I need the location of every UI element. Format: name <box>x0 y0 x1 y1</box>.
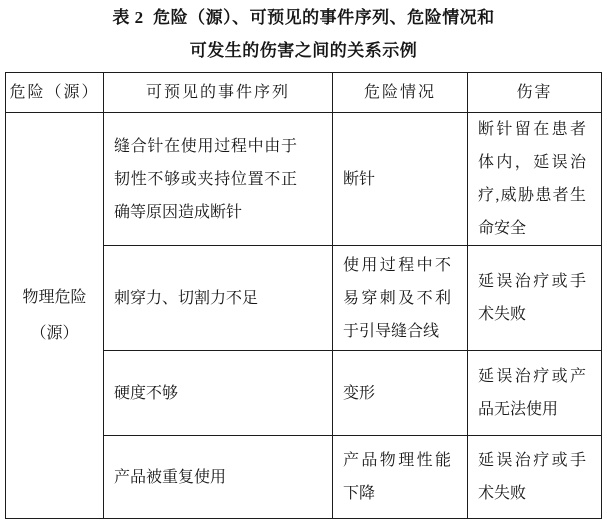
hazardous-situation-cell: 变形 <box>333 351 468 436</box>
hazardous-situation-cell: 使用过程中不易穿刺及不利于引导缝合线 <box>333 246 468 351</box>
harm-cell: 延误治疗或手术失败 <box>468 436 602 519</box>
table-header-row <box>6 73 602 113</box>
event-sequence-cell: 硬度不够 <box>104 351 333 436</box>
hazardous-situation-cell: 断针 <box>333 113 468 246</box>
event-sequence-cell: 刺穿力、切割力不足 <box>104 246 333 351</box>
header-event-sequence: 可预见的事件序列 <box>104 73 333 113</box>
table-title-line-2: 可发生的伤害之间的关系示例 <box>189 41 418 60</box>
event-sequence-cell: 产品被重复使用 <box>104 436 333 519</box>
table-title-line-1: 表 2 危险（源）、可预见的事件序列、危险情况和 <box>112 8 495 27</box>
header-hazardous-situation: 危险情况 <box>333 73 468 113</box>
table-row <box>6 113 602 246</box>
harm-cell: 延误治疗或产品无法使用 <box>468 351 602 436</box>
hazardous-situation-cell: 产品物理性能下降 <box>333 436 468 519</box>
harm-cell: 延误治疗或手术失败 <box>468 246 602 351</box>
harm-cell: 断针留在患者体内，延误治疗,威胁患者生命安全 <box>468 113 602 246</box>
hazard-source-cell: 物理危险（源） <box>6 113 104 519</box>
header-harm: 伤害 <box>468 73 602 113</box>
header-hazard-source: 危险（源） <box>6 73 104 113</box>
event-sequence-cell: 缝合针在使用过程中由于韧性不够或夹持位置不正确等原因造成断针 <box>104 113 333 246</box>
risk-relationship-table <box>5 72 602 519</box>
